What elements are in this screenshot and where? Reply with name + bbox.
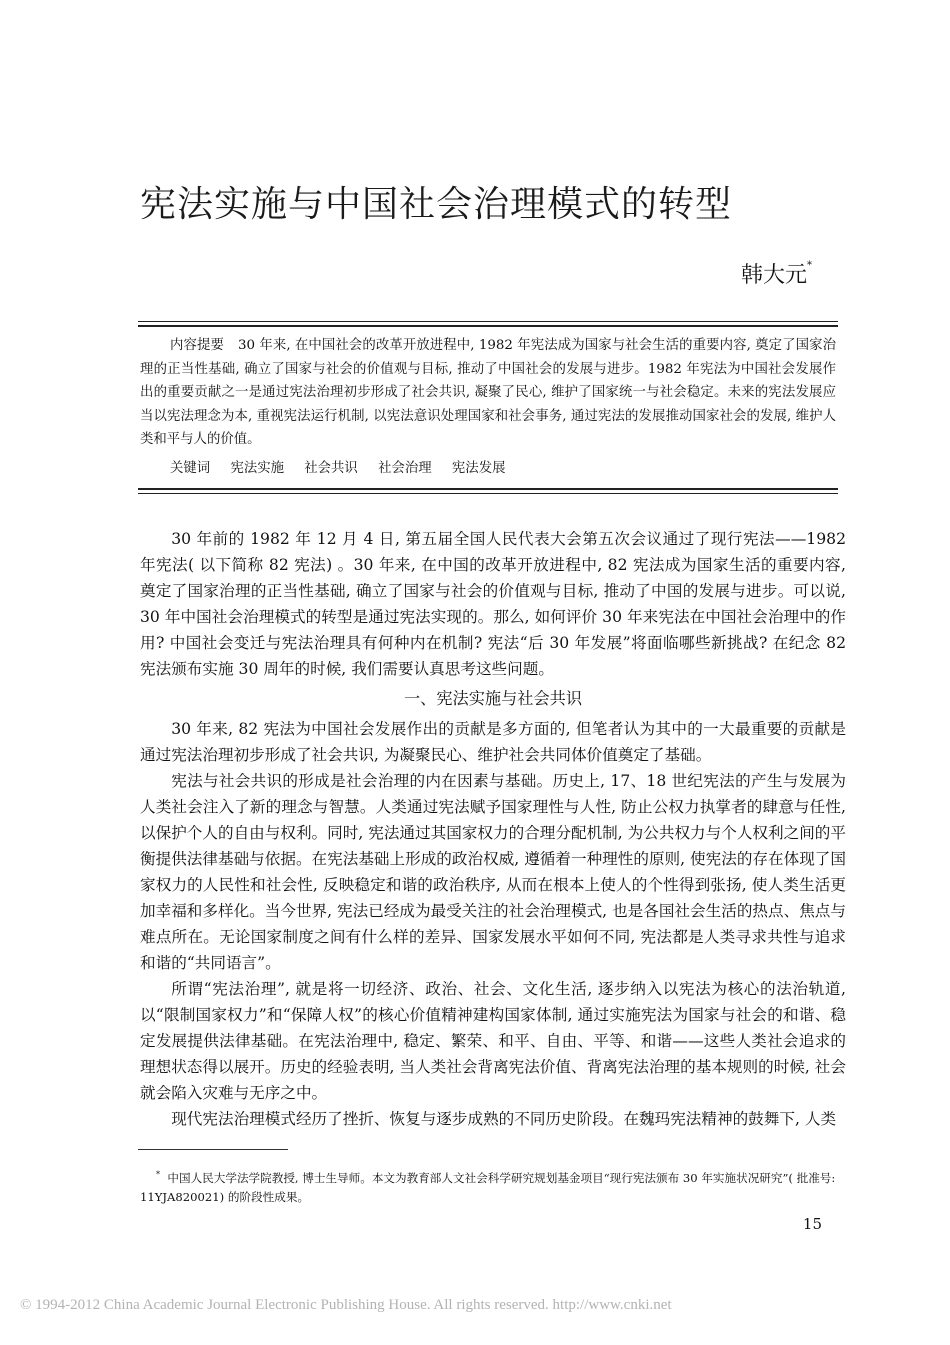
copyright-notice: © 1994-2012 China Academic Journal Electronic Publishing House. All rights reserved. http://www.cnki.net [20, 1297, 672, 1313]
footnote-mark: * [156, 1170, 160, 1179]
footnote [140, 1165, 840, 1207]
body-paragraph-4: 现代宪法治理模式经历了挫折、恢复与逐步成熟的不同历史阶段。在魏玛宪法精神的鼓舞下, 人类 [171, 1110, 837, 1128]
footnote-rule [138, 1149, 288, 1150]
paper-title: 宪法实施与中国社会治理模式的转型 [140, 184, 733, 225]
body-paragraph-3: 所谓“宪法治理”, 就是将一切经济、政治、社会、文化生活, 逐步纳入以宪法为核心的法治轨道, 以“限制国家权力”和“保障人权”的核心价值精神建构国家体制, 通过实施宪法为国家与社会的和谐、稳定发展提供法律基础。在宪法治理中, 稳定、繁荣、和平、自由、平等、和谐——这些人类社会追求的理想状态得以展开。历史的经验表明, 当人类社会背离宪法价值、背离宪法治理的基本规则的时候, 社会就会陷入灾难与无序之中。 [140, 980, 846, 1102]
body-paragraph-1: 30 年来, 82 宪法为中国社会发展作出的贡献是多方面的, 但笔者认为其中的一大最重要的贡献是通过宪法治理初步形成了社会共识, 为凝聚民心、维护社会共同体价值奠定了基础。 [140, 720, 846, 764]
abstract-top-rule-2 [138, 325, 838, 327]
keyword-4: 宪法发展 [451, 461, 506, 476]
author-name-text: 韩大元 [740, 263, 807, 288]
abstract-label: 内容提要 [170, 338, 224, 353]
abstract [140, 334, 836, 452]
author-name [741, 258, 812, 289]
author-footnote-mark: * [807, 260, 812, 271]
body-paragraph-2: 宪法与社会共识的形成是社会治理的内在因素与基础。历史上, 17、18 世纪宪法的产生与发展为人类社会注入了新的理念与智慧。人类通过宪法赋予国家理性与人性, 防止公权力执掌者的肆意与任性, 以保护个人的自由与权利。同时, 宪法通过其国家权力的合理分配机制, 为公共权力与个人权利之间的平衡提供法律基础与依据。在宪法基础上形成的政治权威, 遵循着一种理性的原则, 使宪法的存在体现了国家权力的人民性和社会性, 反映稳定和谐的政治秩序, 从而在根本上使人的个性得到张扬, 使人类生活更加幸福和多样化。当今世界, 宪法已经成为最受关注的社会治理模式, 也是各国社会生活的热点、焦点与难点所在。无论国家制度之间有什么样的差异、国家发展水平如何不同, 宪法都是人类寻求共性与追求和谐的“共同语言”。 [140, 772, 846, 972]
keyword-1: 宪法实施 [230, 461, 284, 476]
page-number: 15 [802, 1215, 822, 1233]
keywords-label: 关键词 [170, 461, 211, 476]
keyword-2: 社会共识 [304, 461, 358, 476]
intro-paragraph: 30 年前的 1982 年 12 月 4 日, 第五届全国人民代表大会第五次会议通过了现行宪法——1982 年宪法( 以下简称 82 宪法) 。30 年来, 在中国的改革开放进程中, 82 宪法成为国家生活的重要内容, 奠定了国家治理的正当性基础, 确立了国家与社会的价值观与目标, 推动了中国的发展与进步。可以说, 30 年中国社会治理模式的转型是通过宪法实现的。那么, 如何评价 30 年来宪法在中国社会治理中的作用? 中国社会变迁与宪法治理具有何种内在机制? 宪法“后 30 年发展”将面临哪些新挑战? 在纪念 82 宪法颁布实施 30 周年的时候, 我们需要认真思考这些问题。 [140, 530, 846, 678]
keywords [170, 457, 505, 476]
footnote-text: 中国人民大学法学院教授, 博士生导师。本文为教育部人文社会科学研究规划基金项目“现行宪法颁布 30 年实施状况研究”( 批准号: 11YJA820021) 的阶段性成果。 [140, 1170, 836, 1204]
section-heading: 一、宪法实施与社会共识 [403, 689, 583, 708]
keyword-3: 社会治理 [378, 461, 432, 476]
abstract-text: 30 年来, 在中国社会的改革开放进程中, 1982 年宪法成为国家与社会生活的重要内容, 奠定了国家治理的正当性基础, 确立了国家与社会的价值观与目标, 推动了中国社会的发展与进步。1982 年宪法为中国社会发展作出的重要贡献之一是通过宪法治理初步形成了社会共识, 凝聚了民心, 维护了国家统一与社会稳定。未来的宪法发展应当以宪法理念为本, 重视宪法运行机制, 以宪法意识处理国家和社会事务, 通过宪法的发展推动国家社会的发展, 维护人类和平与人的价值。 [140, 338, 837, 447]
abstract-bottom-rule-2 [138, 493, 838, 494]
article-body [140, 526, 846, 1132]
abstract-bottom-rule-1 [138, 488, 838, 490]
abstract-top-rule-1 [138, 321, 838, 322]
